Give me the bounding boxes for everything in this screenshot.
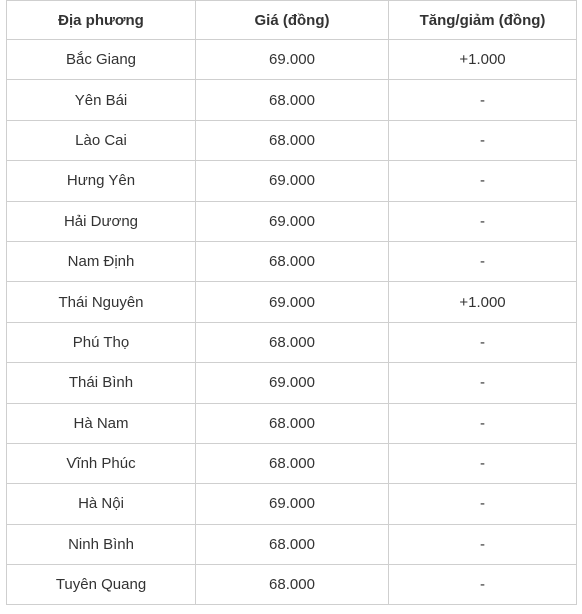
- cell-price: 68.000: [196, 443, 389, 483]
- header-price: Giá (đồng): [196, 1, 389, 40]
- table-row: [7, 282, 577, 322]
- cell-price: 68.000: [196, 524, 389, 564]
- cell-change: -: [389, 524, 577, 564]
- table-row: [7, 120, 577, 160]
- table-row: [7, 322, 577, 362]
- cell-locality: Vĩnh Phúc: [7, 443, 196, 483]
- cell-change: +1.000: [389, 282, 577, 322]
- table-row: [7, 403, 577, 443]
- cell-locality: Hà Nội: [7, 484, 196, 524]
- table-row: [7, 241, 577, 281]
- cell-locality: Tuyên Quang: [7, 565, 196, 605]
- cell-change: -: [389, 484, 577, 524]
- cell-change: -: [389, 80, 577, 120]
- cell-change: -: [389, 201, 577, 241]
- cell-change: -: [389, 403, 577, 443]
- cell-change: -: [389, 443, 577, 483]
- cell-change: -: [389, 161, 577, 201]
- cell-price: 68.000: [196, 120, 389, 160]
- cell-price: 68.000: [196, 80, 389, 120]
- cell-price: 69.000: [196, 484, 389, 524]
- cell-locality: Thái Bình: [7, 363, 196, 403]
- table-row: [7, 40, 577, 80]
- table-body: [7, 40, 577, 605]
- cell-locality: Nam Định: [7, 241, 196, 281]
- cell-price: 69.000: [196, 40, 389, 80]
- cell-change: +1.000: [389, 40, 577, 80]
- cell-price: 69.000: [196, 282, 389, 322]
- table-row: [7, 201, 577, 241]
- cell-price: 69.000: [196, 363, 389, 403]
- table-row: [7, 80, 577, 120]
- cell-locality: Ninh Bình: [7, 524, 196, 564]
- cell-change: -: [389, 322, 577, 362]
- table-row: [7, 524, 577, 564]
- cell-price: 68.000: [196, 565, 389, 605]
- table-row: [7, 443, 577, 483]
- header-change: Tăng/giảm (đồng): [389, 1, 577, 40]
- cell-change: -: [389, 241, 577, 281]
- cell-price: 68.000: [196, 241, 389, 281]
- cell-price: 68.000: [196, 322, 389, 362]
- cell-price: 68.000: [196, 403, 389, 443]
- header-locality: Địa phương: [7, 1, 196, 40]
- cell-locality: Yên Bái: [7, 80, 196, 120]
- cell-locality: Bắc Giang: [7, 40, 196, 80]
- cell-locality: Thái Nguyên: [7, 282, 196, 322]
- cell-locality: Hà Nam: [7, 403, 196, 443]
- cell-locality: Lào Cai: [7, 120, 196, 160]
- cell-price: 69.000: [196, 201, 389, 241]
- table-row: [7, 484, 577, 524]
- header-row: [7, 1, 577, 40]
- table-row: [7, 161, 577, 201]
- table-row: [7, 565, 577, 605]
- cell-change: -: [389, 565, 577, 605]
- price-table: [6, 0, 577, 605]
- cell-change: -: [389, 363, 577, 403]
- cell-locality: Hưng Yên: [7, 161, 196, 201]
- cell-locality: Hải Dương: [7, 201, 196, 241]
- table-header: [7, 1, 577, 40]
- cell-change: -: [389, 120, 577, 160]
- table-row: [7, 363, 577, 403]
- cell-locality: Phú Thọ: [7, 322, 196, 362]
- cell-price: 69.000: [196, 161, 389, 201]
